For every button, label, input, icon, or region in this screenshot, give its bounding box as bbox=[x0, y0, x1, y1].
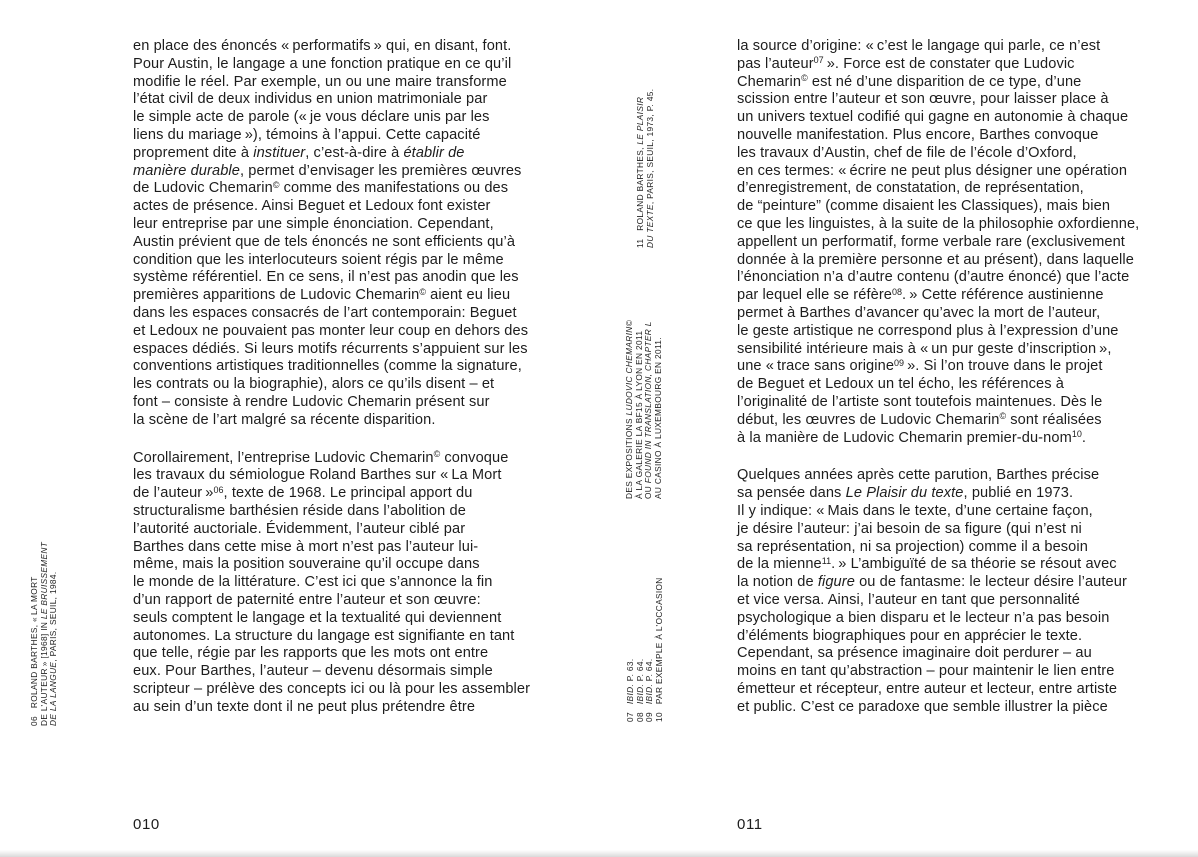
left-page-body-text: en place des énoncés « performatifs » qui, en disant, font. Pour Austin, le langage a une fonction pratique en ce qu’il modifie le réel. Par exemple, un ou une maire transforme l’état civil de deux individus en union matrimoniale par le simple acte de parole (« je vous déclare unis par les liens du mariage »), témoins à l’appui. Cette capacité proprement dite à instituer, c’est-à-dire à établir de manière durable, permet d’envisager les premières œuvres de Ludovic Chemarin© comme des manifestations ou des actes de présence. Ainsi Beguet et Ledoux font exister leur entreprise par une simple énonciation. Cependant, Austin prévient que de tels énoncés ne sont efficients qu’à condition que les interlocuteurs soient régis par le même système référentiel. En ce sens, il n’est pas anodin que les premières apparitions de Ludovic Chemarin© aient eu lieu dans les espaces consacrés de l’art contemporain: Beguet et Ledoux ne pouvaient pas monter leur coup en dehors des espaces dédiés. Si leurs motifs récurrents s’appuient sur les conventions artistiques traditionnelles (comme la signature, les contrats ou la biographie), alors ce qu’ils disent – et font – consiste à rendre Ludovic Chemarin présent sur la scène de l’art malgré sa récente disparition. Corollairement, l’entreprise Ludovic Chemarin© convoque les travaux du sémiologue Roland Barthes sur « La Mort de l’auteur »$^{06}$, texte de 1968. Le principal apport du structuralisme barthésien réside dans l’abolition de l’autorité auctoriale. Évidemment, l’auteur ciblé par Barthes dans cette mise à mort n’est pas l’auteur lui- même, mais la position souveraine qu’il occupe dans le monde de la littérature. C’est ici que s’annonce la fin d’un rapport de paternité entre l’auteur et son œuvre: seuls comptent le langage et la textualité qui deviennent autonomes. La structure du langage est signifiante en tant que telle, régie par les rapports que les mots ont entre eux. Pour Barthes, l’auteur – devenu désormais simple scripteur – prélève des concepts ici ou là pour les assembler au sein d’un texte dont il ne peut plus prétendre être bbox=[133, 38, 531, 715]
page-bottom-edge bbox=[0, 850, 1198, 857]
footnote-10-continuation-sidenote: DES EXPOSITIONS LUDOVIC CHEMARIN© À LA GALERIE LA BF15 À LYON EN 2011 OU FOUND IN TRANSLATION, CHAPTER L AU CASINO À LUXEMBOURG EN 2011. bbox=[624, 319, 664, 499]
footnote-11-sidenote: 11 ROLAND BARTHES, LE PLAISIR DU TEXTE, PARIS, SEUIL, 1973, P. 45. bbox=[635, 88, 655, 248]
footnote-06-sidenote: 06 ROLAND BARTHES, « LA MORT DE L’AUTEUR » [1968] IN LE BRUISSEMENT DE LA LANGUE, PARIS, SEUIL, 1984. bbox=[29, 541, 59, 726]
page-number-right: 011 bbox=[737, 816, 763, 833]
page-number-left: 010 bbox=[133, 816, 160, 833]
footnotes-07-10-sidenote: 07 IBID. P. 63. 08 IBID. P. 64. 09 IBID. P. 64. 10 PAR EXEMPLE À L’OCCASION bbox=[625, 577, 665, 722]
right-page-body-text: la source d’origine: « c’est le langage qui parle, ce n’est pas l’auteur$^{07}$ ». Force est de constater que Ludovic Chemarin© est né d’une disparition de ce type, d’une scission entre l’auteur et son œuvre, pour laisser place à un univers textuel codifié qui gagne en autonomie à chaque nouvelle manifestation. Plus encore, Barthes convoque les travaux d’Austin, chef de file de l’école d’Oxford, en ces termes: « écrire ne peut plus désigner une opération d’enregistrement, de constatation, de représentation, de “peinture” (comme disaient les Classiques), mais bien ce que les linguistes, à la suite de la philosophie oxfordienne, appellent un performatif, forme verbale rare (exclusivement donnée à la première personne et au présent), dans laquelle l’énonciation n’a d’autre contenu (d’autre énoncé) que l’acte par lequel elle se réfère$^{08}$. » Cette référence austinienne permet à Barthes d’avancer qu’avec la mort de l’auteur, le geste artistique ne correspond plus à l’expression d’une sensibilité intérieure mais à « un pur geste d’inscription », une « trace sans origine$^{09}$ ». Si l’on trouve dans le projet de Beguet et Ledoux un tel écho, les références à l’originalité de l’artiste sont toutefois maintenues. Dès le début, les œuvres de Ludovic Chemarin© sont réalisées à la manière de Ludovic Chemarin premier-du-nom$^{10}$. Quelques années après cette parution, Barthes précise sa pensée dans Le Plaisir du texte, publié en 1973. Il y indique: « Mais dans le texte, d’une certaine façon, je désire l’auteur: j’ai besoin de sa figure (qui n’est ni sa représentation, ni sa projection) comme il a besoin de la mienne$^{11}$. » L’ambiguïté de sa théorie se résout avec la notion de figure ou de fantasme: le lecteur désire l’auteur et vice versa. Ainsi, l’auteur en tant que personnalité psychologique a bien disparu et le lecteur n’a pas besoin d’éléments biographiques pour en apprécier le texte. Cependant, sa présence imaginaire doit perdurer – au moins en tant qu’abstraction – pour maintenir le lien entre émetteur et récepteur, entre auteur et lecteur, entre artiste et public. C’est ce paradoxe que semble illustrer la pièce bbox=[737, 38, 1140, 715]
